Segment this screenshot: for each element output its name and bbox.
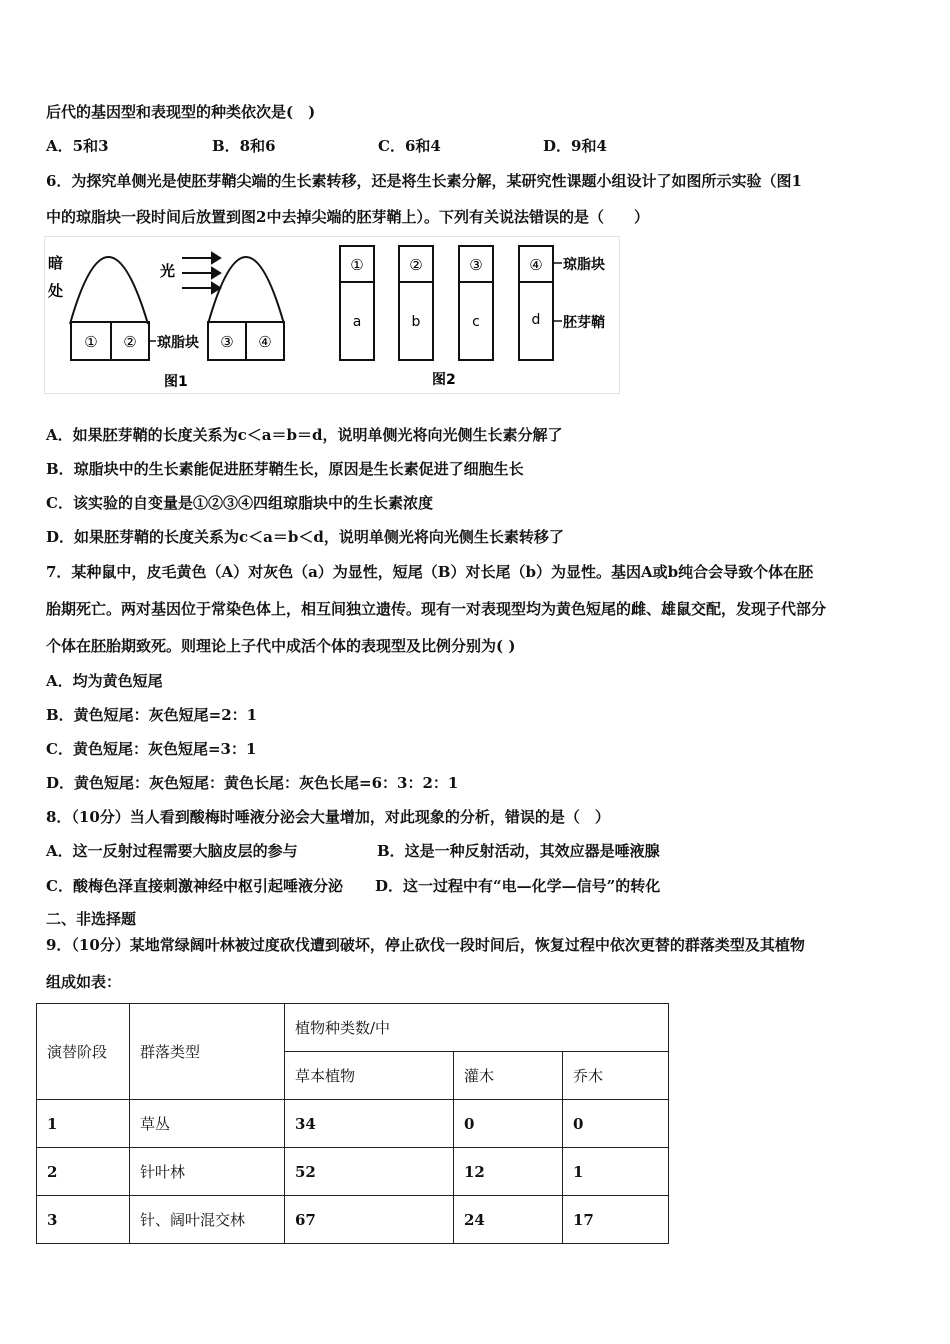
cell-shrub: 24: [454, 1196, 563, 1244]
cell-type: 针叶林: [130, 1148, 285, 1196]
q6-figure: [44, 236, 620, 394]
cell-stage: 2: [37, 1148, 130, 1196]
table-row: [37, 1100, 669, 1148]
fig2-block-1: ①: [350, 256, 364, 274]
q6-stem-line2: 中的琼脂块一段时间后放置到图2中去掉尖端的胚芽鞘上）。下列有关说法错误的是（ ）: [46, 208, 649, 226]
cell-herb: 34: [285, 1100, 454, 1148]
fig2-coleoptile-label: 胚芽鞘: [563, 315, 605, 331]
header-tree: 乔木: [563, 1052, 669, 1100]
cell-herb: 67: [285, 1196, 454, 1244]
agar-label: 琼脂块: [157, 335, 199, 351]
q7-option-a: A．均为黄色短尾: [46, 672, 163, 690]
q9-stem-line1: 9．（10分）某地常绿阔叶林被过度砍伐遭到破坏，停止砍伐一段时间后，恢复过程中依次更替的群落类型及其植物: [46, 936, 805, 954]
block-4-label: ④: [258, 333, 272, 351]
cell-stage: 1: [37, 1100, 130, 1148]
cell-type: 针、阔叶混交林: [130, 1196, 285, 1244]
q5-option-a: A．5和3: [46, 137, 109, 155]
left-coleoptile-tip: [70, 257, 148, 324]
q7-stem-line1: 7．某种鼠中，皮毛黄色（A）对灰色（a）为显性，短尾（B）对长尾（b）为显性。基因A或b纯合会导致个体在胚: [46, 563, 814, 581]
cell-stage: 3: [37, 1196, 130, 1244]
fig1-caption: 图1: [164, 374, 188, 390]
q6-stem-line1: 6．为探究单侧光是使胚芽鞘尖端的生长素转移，还是将生长素分解，某研究性课题小组设计了如图所示实验（图1: [46, 172, 802, 190]
fig2-block-3: ③: [469, 256, 483, 274]
coleoptile-c: c: [472, 314, 480, 330]
q8-option-d: D．这一过程中有“电—化学—信号”的转化: [375, 877, 661, 895]
light-arrows-icon: [182, 253, 220, 293]
q8-option-b: B．这是一种反射活动，其效应器是唾液腺: [377, 842, 660, 860]
coleoptile-b: b: [411, 314, 421, 330]
coleoptile-d: d: [531, 312, 541, 328]
block-3-label: ③: [220, 333, 234, 351]
cell-herb: 52: [285, 1148, 454, 1196]
q7-option-d: D．黄色短尾：灰色短尾：黄色长尾：灰色长尾=6：3：2：1: [46, 774, 459, 792]
cell-tree: 0: [563, 1100, 669, 1148]
cell-shrub: 12: [454, 1148, 563, 1196]
q6-option-b: B．琼脂块中的生长素能促进胚芽鞘生长，原因是生长素促进了细胞生长: [46, 460, 524, 478]
succession-table: [36, 1003, 669, 1244]
q6-option-d: D．如果胚芽鞘的长度关系为c＜a＝b＜d，说明单侧光将向光侧生长素转移了: [46, 528, 564, 546]
fig2-block-4: ④: [529, 256, 543, 274]
header-type: 群落类型: [130, 1004, 285, 1100]
q7-stem-line3: 个体在胚胎期致死。则理论上子代中成活个体的表现型及比例分别为( ): [46, 637, 516, 655]
q7-stem-line2: 胎期死亡。两对基因位于常染色体上，相互间独立遗传。现有一对表现型均为黄色短尾的雌、雄鼠交配，发现子代部分: [46, 600, 827, 618]
q8-option-c: C．酸梅色泽直接刺激神经中枢引起唾液分泌: [46, 877, 343, 895]
cell-tree: 17: [563, 1196, 669, 1244]
q5-option-d: D．9和4: [543, 137, 607, 155]
right-coleoptile-tip: [208, 257, 284, 324]
q6-option-c: C．该实验的自变量是①②③④四组琼脂块中的生长素浓度: [46, 494, 433, 512]
q7-option-b: B．黄色短尾：灰色短尾=2：1: [46, 706, 258, 724]
q5-option-c: C．6和4: [378, 137, 441, 155]
fig2-agar-label: 琼脂块: [563, 257, 605, 273]
q8-stem: 8．（10分）当人看到酸梅时唾液分泌会大量增加，对此现象的分析，错误的是（ ）: [46, 808, 610, 826]
header-species: 植物种类数/中: [285, 1004, 669, 1052]
cell-shrub: 0: [454, 1100, 563, 1148]
q7-option-c: C．黄色短尾：灰色短尾=3：1: [46, 740, 257, 758]
table-row: [37, 1148, 669, 1196]
cell-tree: 1: [563, 1148, 669, 1196]
q9-stem-line2: 组成如表：: [46, 973, 122, 991]
light-label: 光: [160, 262, 176, 280]
q5-stem-end: 后代的基因型和表现型的种类依次是( ): [46, 103, 316, 121]
dark-label-1: 暗: [48, 254, 64, 272]
fig2-caption: 图2: [432, 372, 456, 388]
dark-label-2: 处: [48, 282, 64, 300]
header-stage: 演替阶段: [37, 1004, 130, 1100]
fig2-block-2: ②: [409, 256, 423, 274]
block-2-label: ②: [123, 333, 137, 351]
header-herb: 草本植物: [285, 1052, 454, 1100]
q8-option-a: A．这一反射过程需要大脑皮层的参与: [46, 842, 298, 860]
q5-option-b: B．8和6: [212, 137, 276, 155]
table-row: [37, 1196, 669, 1244]
q6-option-a: A．如果胚芽鞘的长度关系为c＜a＝b＝d，说明单侧光将向光侧生长素分解了: [46, 426, 563, 444]
coleoptile-a: a: [352, 314, 362, 330]
header-shrub: 灌木: [454, 1052, 563, 1100]
cell-type: 草丛: [130, 1100, 285, 1148]
section-heading: 二、非选择题: [46, 910, 137, 928]
block-1-label: ①: [84, 333, 98, 351]
